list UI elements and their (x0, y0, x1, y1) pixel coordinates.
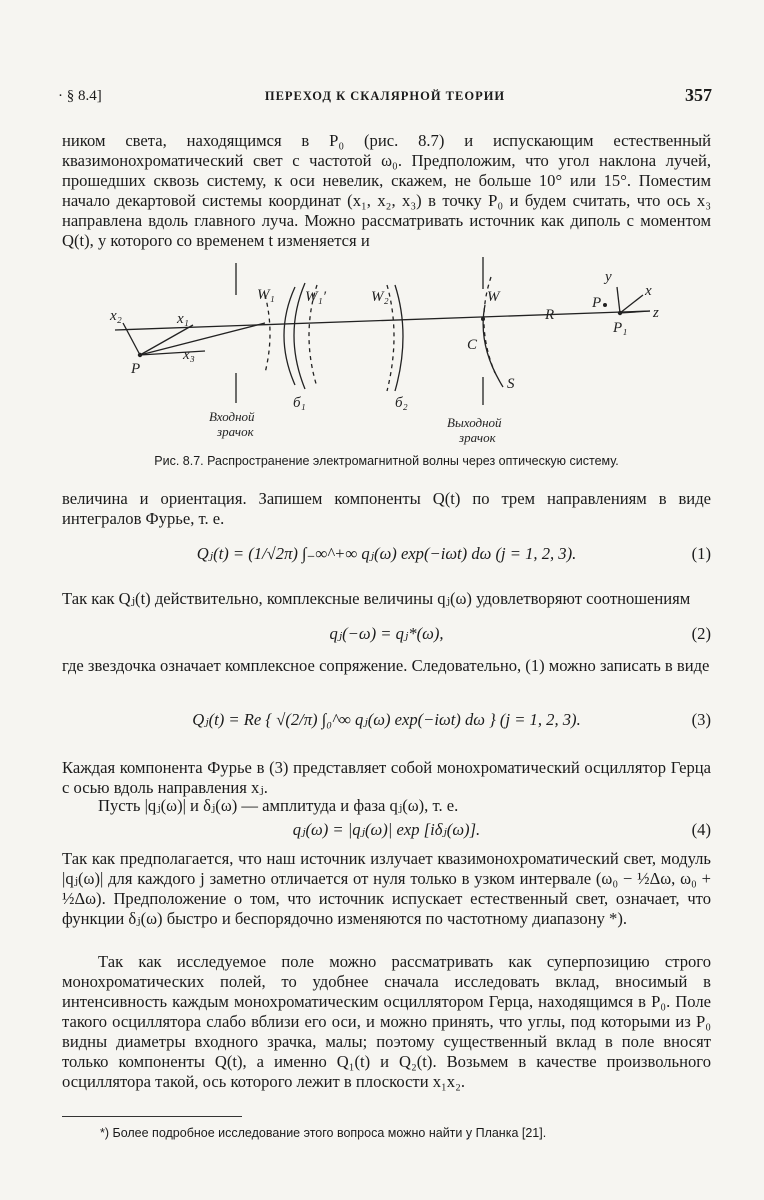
label-x1: x₁ (177, 311, 189, 327)
paragraph-text: Пусть |qⱼ(ω)| и δⱼ(ω) — амплитуда и фаза qⱼ(ω), т. е. (98, 796, 459, 815)
label-s: S (507, 376, 515, 392)
optical-axis (115, 311, 650, 330)
figure-8-7 (105, 255, 675, 450)
paragraph-text: Каждая компонента Фурье в (3) представляет собой монохроматический осциллятор Герца с осью вдоль направления xⱼ. (62, 758, 711, 797)
equation-number: (3) (691, 710, 711, 729)
lens-surface-1b (294, 283, 305, 389)
x-axis-arrow (620, 295, 643, 313)
label-w1p: W₁′ (305, 289, 326, 305)
equation-1 (62, 544, 711, 564)
x2-axis-arrow (123, 323, 140, 355)
footnote: *) Более подробное исследование этого вопроса можно найти у Планка [21]. (100, 1126, 547, 1140)
wavefront-w1 (265, 295, 270, 373)
paragraph-text: где звездочка означает комплексное сопряжение. Следовательно, (1) можно записать в виде (62, 656, 710, 675)
label-x3: x₃ (183, 347, 195, 363)
footnote-rule (62, 1116, 242, 1117)
label-w1: W₁ (257, 287, 275, 303)
equation-3 (62, 710, 711, 730)
paragraph-1 (62, 131, 711, 251)
running-title: ПЕРЕХОД К СКАЛЯРНОЙ ТЕОРИИ (264, 89, 506, 103)
y-axis-arrow (617, 287, 620, 313)
paragraph-2 (62, 489, 711, 529)
lens-surface-2a (395, 285, 403, 391)
label-sigma1: б₁ (293, 395, 306, 411)
label-exit-1: Выходной (447, 415, 502, 430)
paragraph-text: Так как исследуемое поле можно рассматривать как суперпозицию строго монохроматических полей, то удобнее сначала исследовать вклад, вносимый в интенсивность каждым монохроматическим осциллятором Герца, находящимся в P₀. Поле такого осциллятора слабо вблизи его оси, и можно принять, что углы, под которыми из P₀ видны диаметры входного зрачка, малы; поэтому существенный вклад в поле вносят только компоненты Q(t), а именно Q₁(t) и Q₂(t). Возьмем в качестве произвольного осциллятора такой, ось которого лежит в плоскости x₁x₂. (62, 952, 711, 1091)
label-entrance-2: зрачок (217, 424, 254, 439)
paragraph-text: Так как предполагается, что наш источник излучает квазимонохроматический свет, модуль |qⱼ(ω)| для каждого j заметно отличается от нуля только в узком интервале (ω₀ − ½Δω, ω₀ + ½Δω). Предположение о том, что источник испускает естественный свет, означает, что функции δⱼ(ω) быстро и беспорядочно изменяются по частотному диапазону *). (62, 849, 711, 928)
equation-body: qⱼ(−ω) = qⱼ*(ω), (329, 624, 444, 643)
paragraph-text: Так как Qⱼ(t) действительно, комплексные величины qⱼ(ω) удовлетворяют соотношениям (62, 589, 691, 608)
point-c (481, 317, 485, 321)
point-p (603, 303, 607, 307)
running-header (58, 85, 712, 114)
source-point (138, 353, 142, 357)
paragraph-text: величина и ориентация. Запишем компоненты Q(t) по трем направлениям в виде интегралов Фурье, т. е. (62, 489, 711, 528)
equation-body: qⱼ(ω) = |qⱼ(ω)| exp [iδⱼ(ω)]. (292, 820, 481, 839)
paragraph-text: ником света, находящимся в P₀ (рис. 8.7) и испускающим естественный квазимонохроматический свет с частотой ω₀. Предположим, что угол наклона лучей, прошедших сквозь систему, к оси невелик, скажем, не больше 10° или 15°. Поместим начало декартовой системы координат (x₁, x₂, x₃) в точку P₀ и будем считать, что ось x₃ направлена вдоль главного луча. Можно рассматривать источник как диполь с моментом Q(t), у которого со временем t изменяется и (62, 131, 711, 250)
equation-body: Qⱼ(t) = Re { √(2/π) ∫₀^∞ qⱼ(ω) exp(−iωt) dω } (j = 1, 2, 3). (192, 710, 581, 729)
paragraph-7 (62, 849, 711, 929)
page-number: 357 (685, 85, 712, 105)
paragraph-6 (62, 796, 711, 816)
equation-2 (62, 624, 711, 644)
equation-number: (2) (691, 624, 711, 643)
label-w: W (487, 289, 500, 305)
equation-4 (62, 820, 711, 840)
label-x2: x₂ (110, 308, 122, 324)
label-entrance-1: Входной (209, 409, 255, 424)
equation-number: (1) (691, 544, 711, 563)
label-c: C (467, 337, 478, 353)
label-exit-2: зрачок (459, 430, 496, 445)
paragraph-4 (62, 656, 711, 676)
label-r: R (545, 307, 555, 323)
label-x: x (645, 283, 652, 299)
section-number: · § 8.4] (58, 88, 102, 104)
label-p1: P₁ (613, 320, 628, 336)
figure-caption: Рис. 8.7. Распространение электромагнитной волны через оптическую систему. (154, 454, 619, 468)
equation-number: (4) (691, 820, 711, 839)
paragraph-5 (62, 758, 711, 798)
label-y: y (605, 269, 612, 285)
label-w2: W₂ (371, 289, 389, 305)
label-p: P (592, 295, 602, 311)
point-p1 (618, 311, 622, 315)
paragraph-3 (62, 589, 711, 609)
label-z: z (653, 305, 659, 321)
label-sigma2: б₂ (395, 395, 408, 411)
label-p0: P (131, 361, 141, 377)
equation-body: Qⱼ(t) = (1/√2π) ∫₋∞^+∞ qⱼ(ω) exp(−iωt) dω (j = 1, 2, 3). (196, 544, 577, 563)
paragraph-8 (62, 952, 711, 1092)
